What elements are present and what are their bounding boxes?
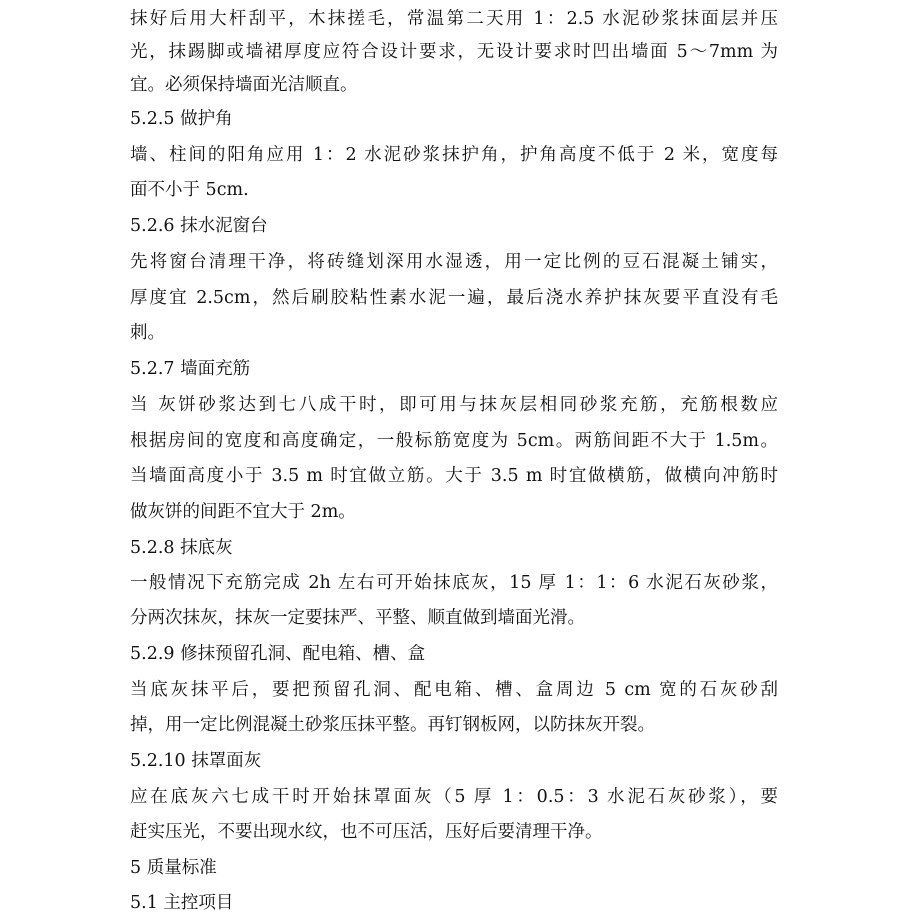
text-line: 一般情况下充筋完成 2h 左右可开始抹底灰，15 厚 1：1：6 水泥石灰砂浆， (130, 573, 778, 593)
text-line: 当底灰抹平后，要把预留孔洞、配电箱、槽、盒周边 5 cm 宽的石灰砂刮 (130, 680, 778, 700)
text-line: 掉，用一定比例混凝土砂浆压抹平整。再钉钢板网，以防抹灰开裂。 (130, 715, 655, 735)
text-line: 分两次抹灰，抹灰一定要抹严、平整、顺直做到墙面光滑。 (130, 608, 585, 628)
text-line: 先将窗台清理干净，将砖缝划深用水湿透，用一定比例的豆石混凝土铺实， (130, 252, 778, 272)
text-line: 面不小于 5cm. (130, 180, 249, 200)
section-heading: 5.1 主控项目 (130, 893, 234, 913)
section-heading: 5.2.10 抹罩面灰 (130, 751, 262, 771)
text-line: 光，抹踢脚或墙裙厚度应符合设计要求，无设计要求时凹出墙面 5～7mm 为 (130, 42, 778, 62)
section-heading: 5.2.8 抹底灰 (130, 538, 233, 558)
text-line: 墙、柱间的阳角应用 1：2 水泥砂浆抹护角，护角高度不低于 2 米，宽度每 (130, 145, 778, 165)
text-line: 当 灰饼砂浆达到七八成干时，即可用与抹灰层相同砂浆充筋，充筋根数应 (130, 395, 778, 415)
text-line: 做灰饼的间距不宜大于 2m。 (130, 502, 356, 522)
section-heading: 5.2.7 墙面充筋 (130, 359, 251, 379)
text-line: 宜。必须保持墙面光洁顺直。 (130, 75, 358, 95)
text-line: 赶实压光，不要出现水纹，也不可压活，压好后要清理干净。 (130, 822, 603, 842)
section-heading: 5.2.9 修抹预留孔洞、配电箱、槽、盒 (130, 644, 426, 664)
section-heading: 5 质量标准 (130, 858, 217, 878)
text-line: 刺。 (130, 323, 165, 343)
text-line: 抹好后用大杆刮平，木抹搓毛，常温第二天用 1：2.5 水泥砂浆抹面层并压 (130, 9, 778, 29)
text-line: 当墙面高度小于 3.5 m 时宜做立筋。大于 3.5 m 时宜做横筋，做横向冲筋时 (130, 466, 778, 486)
text-line: 应在底灰六七成干时开始抹罩面灰（5 厚 1：0.5：3 水泥石灰砂浆），要 (130, 787, 778, 807)
text-line: 厚度宜 2.5cm，然后刷胶粘性素水泥一遍，最后浇水养护抹灰要平直没有毛 (130, 288, 778, 308)
section-heading: 5.2.5 做护角 (130, 109, 233, 129)
section-heading: 5.2.6 抹水泥窗台 (130, 216, 268, 236)
text-line: 根据房间的宽度和高度确定，一般标筋宽度为 5cm。两筋间距不大于 1.5m。 (130, 431, 778, 451)
